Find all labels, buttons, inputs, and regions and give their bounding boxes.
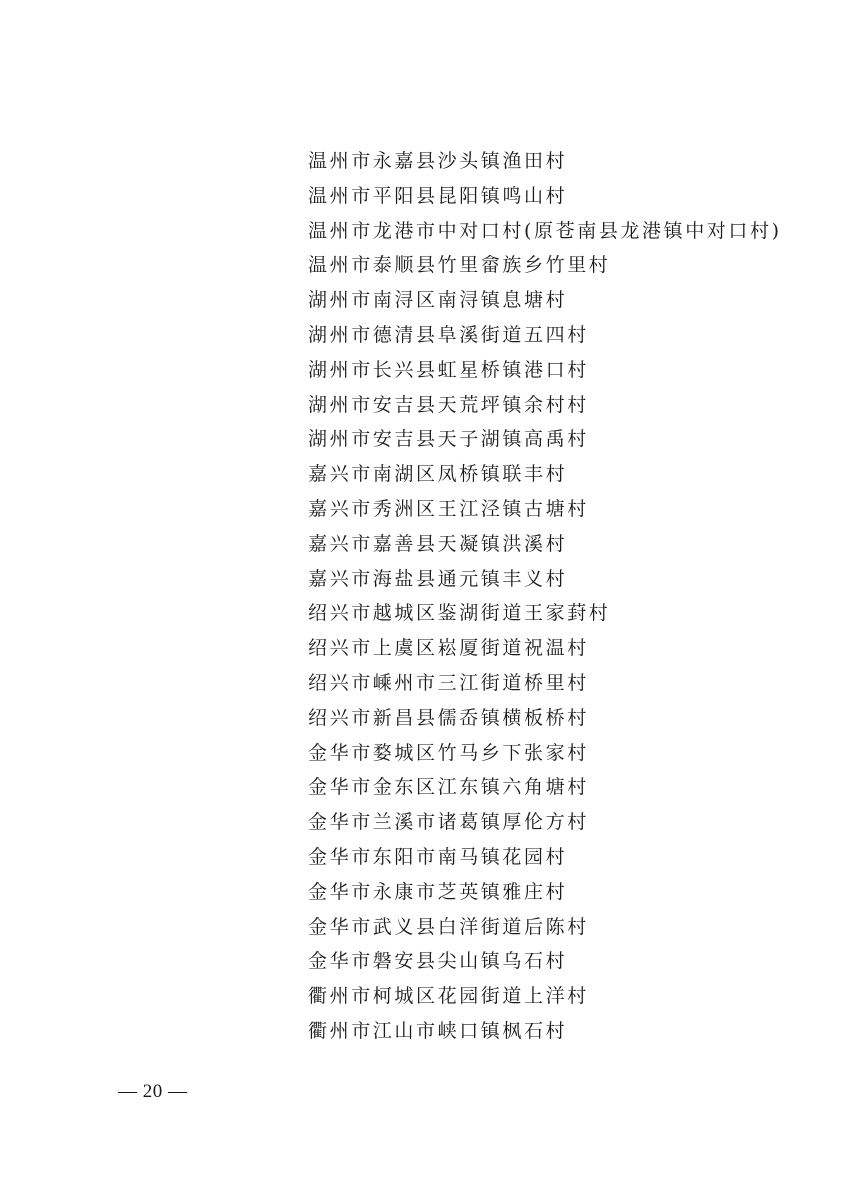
list-item: 温州市平阳县昆阳镇鸣山村 — [308, 184, 568, 207]
list-item: 湖州市长兴县虹星桥镇港口村 — [308, 358, 589, 381]
list-item: 金华市东阳市南马镇花园村 — [308, 845, 568, 868]
list-item: 金华市永康市芝英镇雅庄村 — [308, 880, 568, 903]
list-item: 金华市武义县白洋街道后陈村 — [308, 915, 589, 938]
list-item: 嘉兴市嘉善县天凝镇洪溪村 — [308, 532, 568, 555]
list-item: 金华市磐安县尖山镇乌石村 — [308, 950, 568, 973]
village-list — [308, 144, 782, 1049]
list-item: 金华市金东区江东镇六角塘村 — [308, 776, 589, 799]
list-item: 嘉兴市海盐县通元镇丰义村 — [308, 567, 568, 590]
list-item: 温州市泰顺县竹里畲族乡竹里村 — [308, 254, 611, 277]
list-item: 湖州市德清县阜溪街道五四村 — [308, 323, 589, 346]
list-item: 绍兴市上虞区崧厦街道祝温村 — [308, 637, 589, 660]
list-item: 金华市兰溪市诸葛镇厚伦方村 — [308, 811, 589, 834]
list-item: 绍兴市越城区鉴湖街道王家葑村 — [308, 602, 611, 625]
list-item: 温州市永嘉县沙头镇渔田村 — [308, 150, 568, 172]
page-number: — 20 — — [118, 1081, 188, 1102]
list-item: 湖州市安吉县天荒坪镇余村村 — [308, 393, 589, 416]
list-item: 衢州市柯城区花园街道上洋村 — [308, 985, 589, 1008]
list-item: 湖州市安吉县天子湖镇高禹村 — [308, 428, 589, 451]
list-item: 嘉兴市南湖区凤桥镇联丰村 — [308, 463, 568, 486]
list-item: 温州市龙港市中对口村(原苍南县龙港镇中对口村) — [308, 219, 782, 242]
list-item: 湖州市南浔区南浔镇息塘村 — [308, 289, 568, 312]
list-item: 绍兴市新昌县儒岙镇横板桥村 — [308, 706, 589, 729]
list-item: 嘉兴市秀洲区王江泾镇古塘村 — [308, 497, 589, 520]
list-item: 衢州市江山市峡口镇枫石村 — [308, 1019, 568, 1042]
list-item: 绍兴市嵊州市三江街道桥里村 — [308, 671, 589, 694]
list-item: 金华市婺城区竹马乡下张家村 — [308, 741, 589, 764]
